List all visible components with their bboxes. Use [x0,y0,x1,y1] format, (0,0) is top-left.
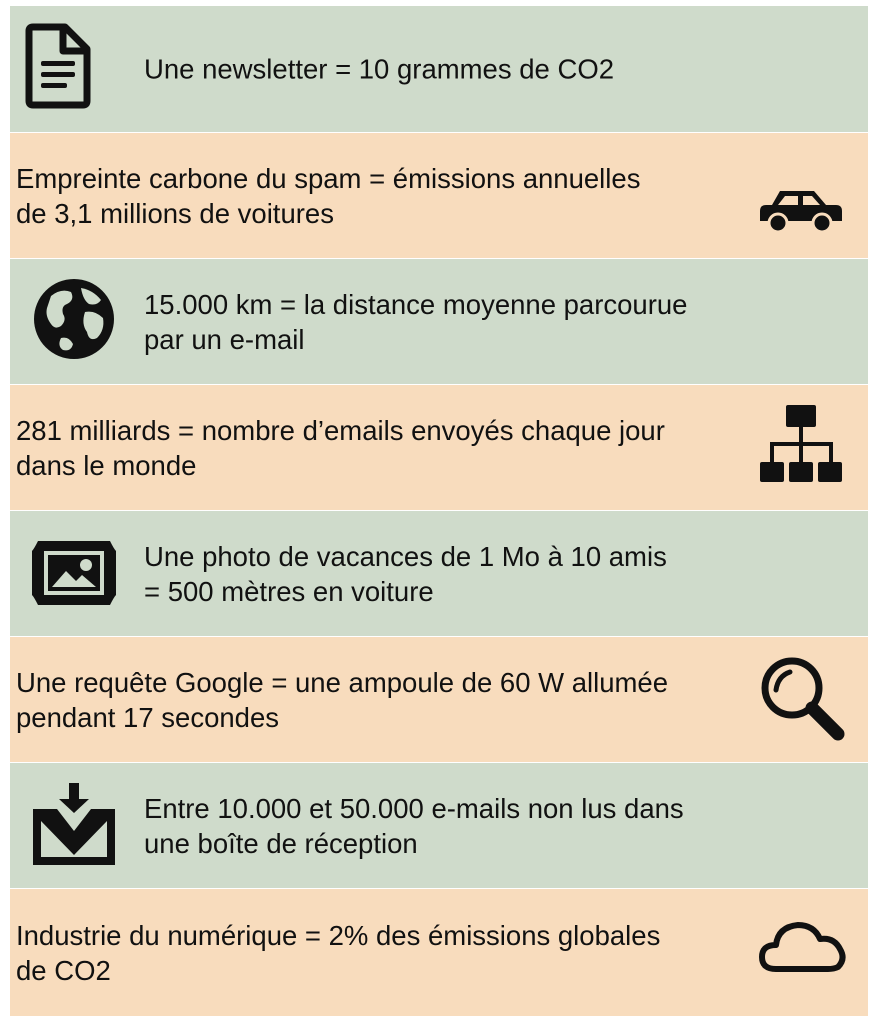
fact-text [144,539,834,609]
fact-line: Empreinte carbone du spam = émissions annuelles [16,162,641,194]
fact-line: 281 milliards = nombre d’emails envoyés chaque jour [16,414,665,446]
infographic-panel [10,6,868,1016]
fact-text [16,918,736,988]
fact-line: Une photo de vacances de 1 Mo à 10 amis [144,540,667,572]
fact-row-newsletter [10,6,868,132]
fact-row-distance [10,258,868,384]
fact-line: Une requête Google = une ampoule de 60 W allumée [16,666,669,698]
fact-row-google-query [10,636,868,762]
fact-text [144,52,834,87]
fact-line: Une newsletter = 10 grammes de CO2 [144,53,615,85]
document-icon [25,23,91,109]
fact-row-emails-per-day [10,384,868,510]
fact-text [16,413,736,483]
fact-line: pendant 17 secondes [16,701,279,733]
fact-line: une boîte de réception [144,827,418,859]
inbox-download-icon [31,781,117,867]
fact-row-vacation-photo [10,510,868,636]
fact-line: = 500 mètres en voiture [144,575,434,607]
fact-row-digital-industry [10,888,868,1016]
fact-line: Entre 10.000 et 50.000 e-mails non lus dans [144,792,684,824]
car-icon [758,185,844,235]
fact-line: Industrie du numérique = 2% des émissions globales [16,919,661,951]
cloud-icon [758,919,848,975]
fact-text [16,665,736,735]
fact-text [16,161,736,231]
framed-picture-icon [30,539,118,607]
fact-line: de CO2 [16,954,111,986]
fact-line: 15.000 km = la distance moyenne parcourue [144,288,688,320]
fact-text [144,287,834,357]
fact-line: de 3,1 millions de voitures [16,197,334,229]
fact-row-unread-emails [10,762,868,888]
fact-text [144,791,834,861]
fact-line: dans le monde [16,449,197,481]
globe-icon [31,276,117,362]
fact-line: par un e-mail [144,323,305,355]
magnifier-icon [758,654,848,744]
network-hierarchy-icon [758,402,844,488]
fact-row-spam [10,132,868,258]
